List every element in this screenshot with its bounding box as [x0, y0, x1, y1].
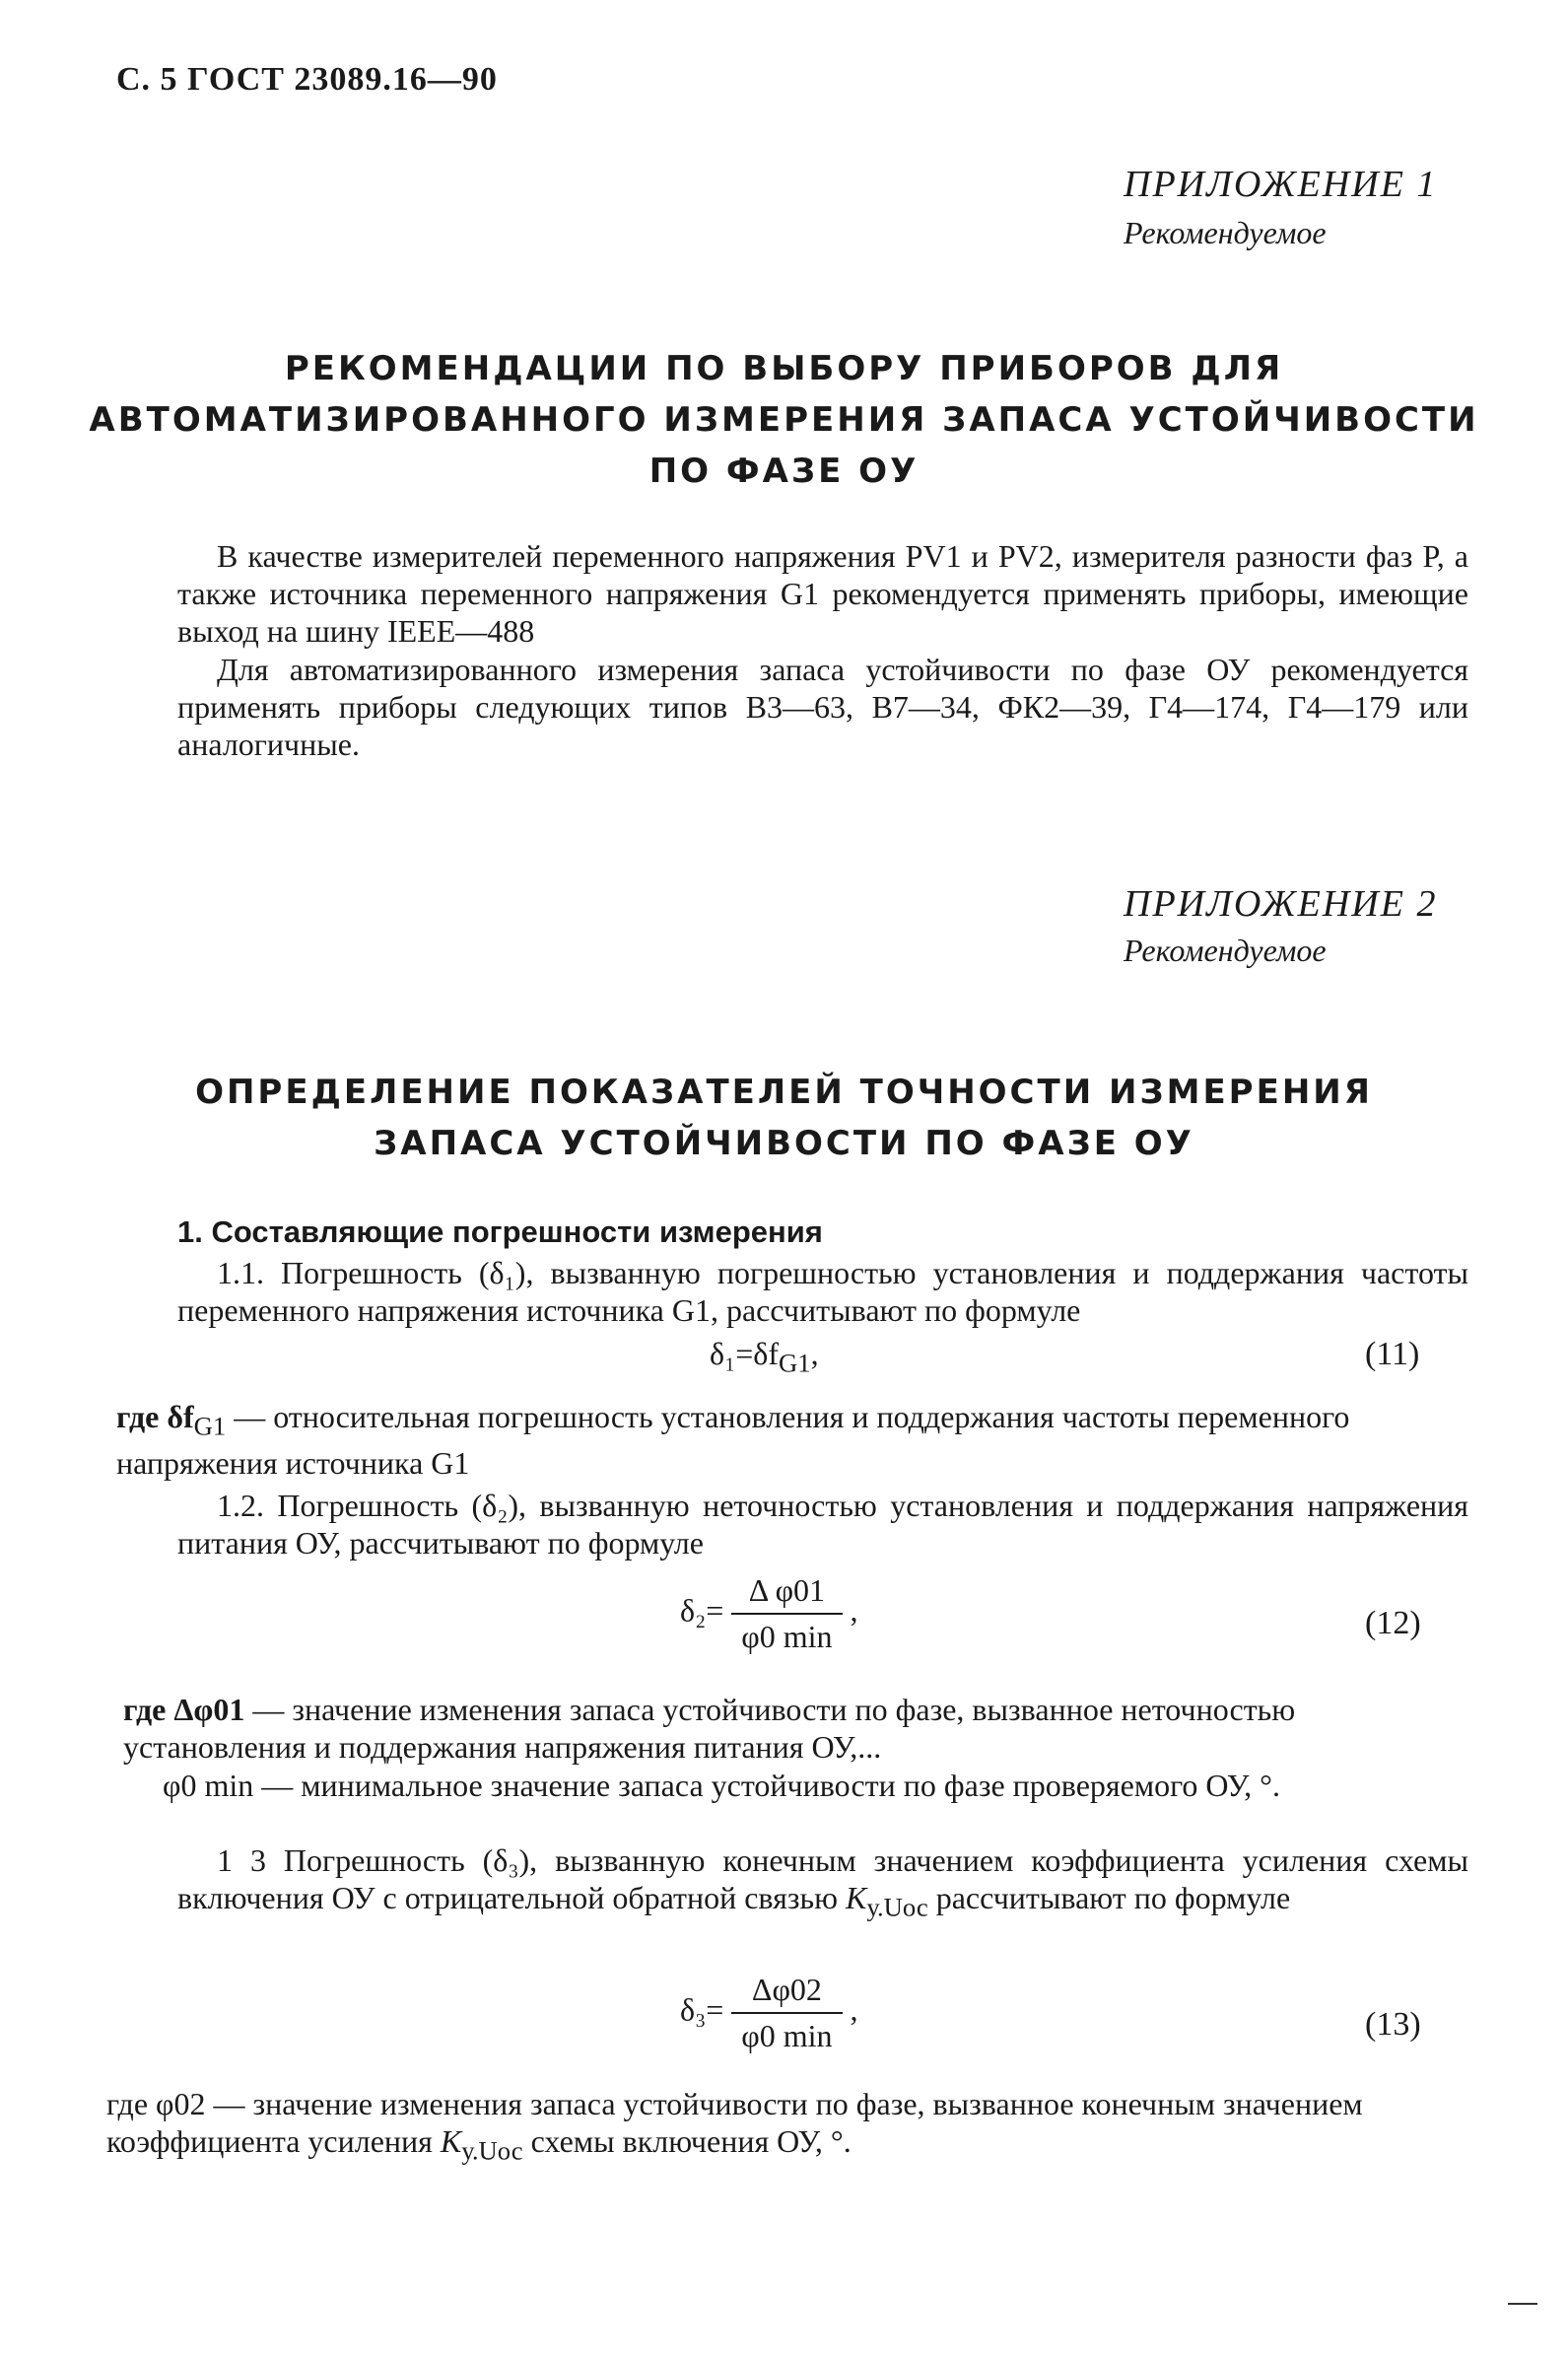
- formula-12-fraction: [731, 1572, 842, 1655]
- formula-12-denominator: φ0 min: [741, 1619, 833, 1654]
- where-13-text-2: схемы включения ОУ, °.: [530, 2123, 852, 2159]
- appendix-1-label: ПРИЛОЖЕНИЕ 1: [1124, 164, 1438, 205]
- paragraph-1-3-text-b: рассчитывают по формуле: [935, 1880, 1291, 1915]
- equation-number-13: (13): [1365, 2006, 1421, 2043]
- title-1-line-1: РЕКОМЕНДАЦИИ ПО ВЫБОРУ ПРИБОРОВ ДЛЯ: [284, 349, 1284, 388]
- formula-12: [680, 1572, 858, 1655]
- section-1-heading: 1. Составляющие погрешности измерения: [177, 1214, 823, 1249]
- paragraph-1-3-k: K: [845, 1880, 867, 1915]
- formula-13-lhs: δ₃=: [680, 1991, 724, 2028]
- paragraph-1-3: [177, 1841, 1468, 1925]
- paragraph-1-3-text-a: 1 3 Погрешность (δ₃), вызванную конечным значением коэффициента усиления схемы включения ОУ с отрицательной обратной связью: [177, 1842, 1468, 1915]
- formula-12-lhs: δ₂=: [680, 1592, 724, 1629]
- where-13-lead: где φ02: [106, 2086, 206, 2121]
- paragraph-1-1: 1.1. Погрешность (δ₁), вызванную погрешностью установления и поддержания частоты переменного напряжения источника G1, рассчитывают по формуле: [177, 1255, 1468, 1328]
- where-12b-lead: φ0 min: [163, 1768, 254, 1803]
- where-12a: [123, 1691, 1468, 1766]
- formula-11: [710, 1336, 819, 1378]
- formula-11-expr: δ₁=δf: [710, 1336, 780, 1371]
- appendix-2-status: Рекомендуемое: [1124, 933, 1327, 968]
- title-2-line-2: ЗАПАСА УСТОЙЧИВОСТИ ПО ФАЗЕ ОУ: [374, 1124, 1194, 1163]
- where-13-k: K: [440, 2123, 462, 2159]
- where-12b-text: — минимальное значение запаса устойчивости по фазе проверяемого ОУ, °.: [261, 1768, 1280, 1803]
- where-12a-lead: где Δφ01: [123, 1692, 245, 1727]
- appendix-1-status: Рекомендуемое: [1124, 215, 1327, 250]
- paragraph-1-2: 1.2. Погрешность (δ₂), вызванную неточностью установления и поддержания напряжения питания ОУ, рассчитывают по формуле: [177, 1488, 1468, 1561]
- formula-11-sub: G1: [779, 1348, 811, 1378]
- paragraph-1: В качестве измерителей переменного напряжения PV1 и PV2, измерителя разности фаз P, а также источника переменного напряжения G1 рекомендуется применять приборы, имеющие выход на шину IEEE—488: [177, 538, 1468, 649]
- page-header: С. 5 ГОСТ 23089.16—90: [116, 61, 498, 98]
- where-13-text-1: — значение изменения запаса устойчивости по фазе, вызванное конечным значением коэффициента усиления: [106, 2086, 1363, 2159]
- formula-13-tail: ,: [850, 1991, 858, 2028]
- formula-13-numerator: Δφ02: [731, 1972, 842, 2014]
- equation-number-12: (12): [1365, 1605, 1421, 1641]
- where-13: [106, 2085, 1468, 2169]
- where-11-sub: G1: [193, 1411, 227, 1441]
- paragraph-1-3-k-sub: у.Uос: [866, 1892, 928, 1922]
- paragraph-2: Для автоматизированного измерения запаса устойчивости по фазе ОУ рекомендуется применять приборы следующих типов В3—63, В7—34, ФК2—39, Г4—174, Г4—179 или аналогичные.: [177, 652, 1468, 762]
- title-1-line-2: АВТОМАТИЗИРОВАННОГО ИЗМЕРЕНИЯ ЗАПАСА УСТОЙЧИВОСТИ: [89, 400, 1479, 440]
- equation-number-11: (11): [1365, 1336, 1420, 1372]
- formula-12-numerator: Δ φ01: [731, 1572, 842, 1615]
- title-2: [0, 1067, 1568, 1169]
- formula-12-tail: ,: [850, 1592, 858, 1629]
- formula-13-fraction: [731, 1972, 842, 2054]
- title-2-line-1: ОПРЕДЕЛЕНИЕ ПОКАЗАТЕЛЕЙ ТОЧНОСТИ ИЗМЕРЕНИЯ: [195, 1073, 1373, 1112]
- formula-13: [680, 1972, 858, 2054]
- formula-11-tail: ,: [810, 1336, 819, 1371]
- title-1-line-3: ПО ФАЗЕ ОУ: [648, 451, 920, 491]
- where-12b: [163, 1767, 1468, 1804]
- where-13-k-sub: у.Uос: [461, 2135, 523, 2166]
- page-edge-mark: [1508, 2303, 1537, 2305]
- appendix-2-label: ПРИЛОЖЕНИЕ 2: [1124, 883, 1438, 925]
- title-1: [0, 343, 1568, 497]
- where-12a-text: — значение изменения запаса устойчивости по фазе, вызванное неточностью установления и поддержания напряжения питания ОУ,...: [123, 1692, 1296, 1765]
- where-11-lead: где δf: [116, 1399, 194, 1434]
- where-11: [116, 1398, 1468, 1482]
- where-11-text: — относительная погрешность установления и поддержания частоты переменного напряжения источника G1: [116, 1399, 1350, 1482]
- formula-13-denominator: φ0 min: [741, 2018, 833, 2053]
